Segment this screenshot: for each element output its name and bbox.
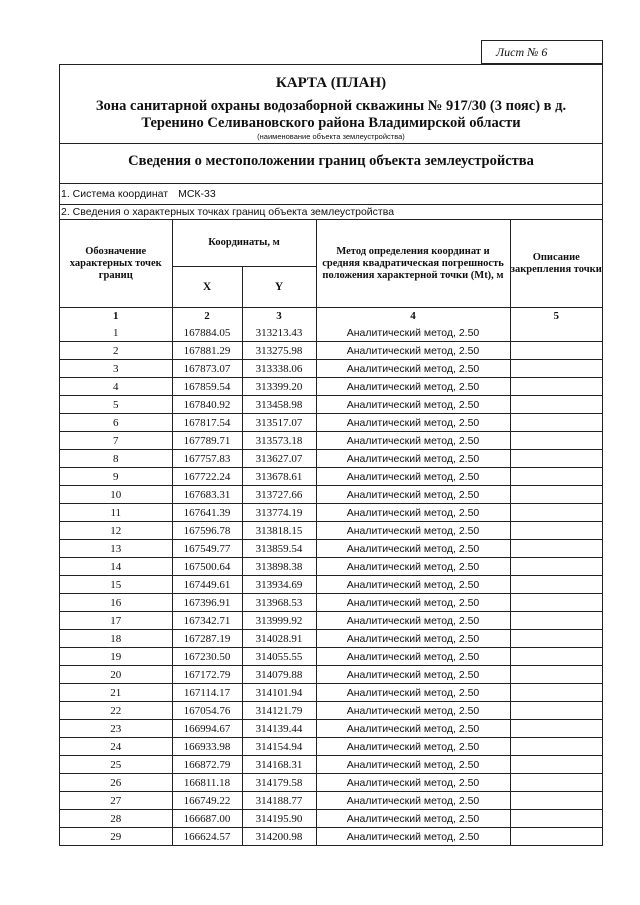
table-row: [60, 774, 602, 792]
y-coordinate-cell: 314139.44: [242, 720, 316, 738]
table-row: [60, 576, 602, 594]
method-cell: Аналитический метод, 2.50: [316, 828, 510, 846]
table-row: [60, 540, 602, 558]
method-cell: Аналитический метод, 2.50: [316, 684, 510, 702]
point-number-cell: 4: [60, 378, 172, 396]
point-number-cell: 17: [60, 612, 172, 630]
y-coordinate-cell: 313275.98: [242, 342, 316, 360]
y-coordinate-cell: 313774.19: [242, 504, 316, 522]
y-coordinate-cell: 313818.15: [242, 522, 316, 540]
column-number: 1: [60, 308, 172, 325]
x-coordinate-cell: 167396.91: [172, 594, 242, 612]
object-name-line-1: Зона санитарной охраны водозаборной скважины № 917/30 (3 пояс) в д.: [95, 98, 567, 114]
method-cell: Аналитический метод, 2.50: [316, 648, 510, 666]
description-cell: [510, 522, 602, 540]
x-coordinate-cell: 167500.64: [172, 558, 242, 576]
description-cell: [510, 414, 602, 432]
point-number-cell: 15: [60, 576, 172, 594]
y-coordinate-cell: 313573.18: [242, 432, 316, 450]
y-coordinate-cell: 314079.88: [242, 666, 316, 684]
coordinate-system-line: [60, 184, 602, 205]
x-coordinate-cell: 167342.71: [172, 612, 242, 630]
method-cell: Аналитический метод, 2.50: [316, 630, 510, 648]
method-cell: Аналитический метод, 2.50: [316, 594, 510, 612]
y-coordinate-cell: 314195.90: [242, 810, 316, 828]
x-coordinate-cell: 167789.71: [172, 432, 242, 450]
method-cell: Аналитический метод, 2.50: [316, 414, 510, 432]
description-cell: [510, 612, 602, 630]
description-cell: [510, 774, 602, 792]
table-row: [60, 414, 602, 432]
points-table: [60, 220, 602, 845]
method-cell: Аналитический метод, 2.50: [316, 774, 510, 792]
x-coordinate-cell: 167114.17: [172, 684, 242, 702]
y-coordinate-cell: 313338.06: [242, 360, 316, 378]
description-cell: [510, 396, 602, 414]
description-cell: [510, 720, 602, 738]
point-number-cell: 3: [60, 360, 172, 378]
y-coordinate-cell: 313399.20: [242, 378, 316, 396]
header-point: Обозначение характерных точек границ: [60, 220, 172, 308]
y-coordinate-cell: 314168.31: [242, 756, 316, 774]
points-table-body: [60, 324, 602, 845]
method-cell: Аналитический метод, 2.50: [316, 540, 510, 558]
table-row: [60, 396, 602, 414]
y-coordinate-cell: 314179.58: [242, 774, 316, 792]
x-coordinate-cell: 167722.24: [172, 468, 242, 486]
description-cell: [510, 828, 602, 846]
y-coordinate-cell: 313213.43: [242, 324, 316, 342]
x-coordinate-cell: 167641.39: [172, 504, 242, 522]
y-coordinate-cell: 313898.38: [242, 558, 316, 576]
table-row: [60, 558, 602, 576]
y-coordinate-cell: 313999.92: [242, 612, 316, 630]
point-number-cell: 25: [60, 756, 172, 774]
x-coordinate-cell: 167873.07: [172, 360, 242, 378]
x-coordinate-cell: 166933.98: [172, 738, 242, 756]
description-cell: [510, 702, 602, 720]
coordinate-system-value: МСК-33: [178, 188, 216, 200]
table-row: [60, 594, 602, 612]
table-row: [60, 504, 602, 522]
table-row: [60, 792, 602, 810]
table-row: [60, 756, 602, 774]
header-x: X: [172, 267, 242, 308]
description-cell: [510, 486, 602, 504]
method-cell: Аналитический метод, 2.50: [316, 504, 510, 522]
header-description: Описание закрепления точки: [510, 220, 602, 308]
point-number-cell: 2: [60, 342, 172, 360]
description-cell: [510, 630, 602, 648]
description-cell: [510, 342, 602, 360]
point-number-cell: 7: [60, 432, 172, 450]
points-heading: 2. Сведения о характерных точках границ объекта землеустройства: [60, 205, 602, 220]
description-cell: [510, 504, 602, 522]
y-coordinate-cell: 313968.53: [242, 594, 316, 612]
object-name-line-2: Теренино Селивановского района Владимирской области: [141, 115, 521, 131]
document-header: [60, 65, 602, 144]
table-row: [60, 666, 602, 684]
x-coordinate-cell: 167859.54: [172, 378, 242, 396]
y-coordinate-cell: 314154.94: [242, 738, 316, 756]
method-cell: Аналитический метод, 2.50: [316, 666, 510, 684]
point-number-cell: 16: [60, 594, 172, 612]
method-cell: Аналитический метод, 2.50: [316, 720, 510, 738]
table-row: [60, 378, 602, 396]
table-row: [60, 720, 602, 738]
sheet-number: Лист № 6: [481, 40, 603, 64]
description-cell: [510, 558, 602, 576]
description-cell: [510, 576, 602, 594]
point-number-cell: 18: [60, 630, 172, 648]
point-number-cell: 19: [60, 648, 172, 666]
x-coordinate-cell: 167449.61: [172, 576, 242, 594]
table-row: [60, 810, 602, 828]
point-number-cell: 5: [60, 396, 172, 414]
document-frame: [59, 64, 603, 846]
description-cell: [510, 666, 602, 684]
y-coordinate-cell: 314055.55: [242, 648, 316, 666]
y-coordinate-cell: 313458.98: [242, 396, 316, 414]
method-cell: Аналитический метод, 2.50: [316, 360, 510, 378]
description-cell: [510, 594, 602, 612]
point-number-cell: 14: [60, 558, 172, 576]
description-cell: [510, 684, 602, 702]
table-row: [60, 450, 602, 468]
method-cell: Аналитический метод, 2.50: [316, 558, 510, 576]
description-cell: [510, 378, 602, 396]
x-coordinate-cell: 166749.22: [172, 792, 242, 810]
document-title: КАРТА (ПЛАН): [275, 75, 387, 91]
method-cell: Аналитический метод, 2.50: [316, 810, 510, 828]
description-cell: [510, 324, 602, 342]
method-cell: Аналитический метод, 2.50: [316, 378, 510, 396]
point-number-cell: 23: [60, 720, 172, 738]
y-coordinate-cell: 313859.54: [242, 540, 316, 558]
point-number-cell: 13: [60, 540, 172, 558]
point-number-cell: 20: [60, 666, 172, 684]
method-cell: Аналитический метод, 2.50: [316, 756, 510, 774]
description-cell: [510, 648, 602, 666]
header-y: Y: [242, 267, 316, 308]
x-coordinate-cell: 167817.54: [172, 414, 242, 432]
description-cell: [510, 756, 602, 774]
coordinate-system-label: 1. Система координат: [61, 188, 169, 200]
table-row: [60, 522, 602, 540]
x-coordinate-cell: 167549.77: [172, 540, 242, 558]
point-number-cell: 12: [60, 522, 172, 540]
header-method: Метод определения координат и средняя квадратическая погрешность положения характерной точки (Mt), м: [316, 220, 510, 308]
point-number-cell: 9: [60, 468, 172, 486]
table-row: [60, 324, 602, 342]
method-cell: Аналитический метод, 2.50: [316, 792, 510, 810]
x-coordinate-cell: 166687.00: [172, 810, 242, 828]
point-number-cell: 24: [60, 738, 172, 756]
section-title: Сведения о местоположении границ объекта землеустройства: [60, 144, 602, 184]
description-cell: [510, 810, 602, 828]
x-coordinate-cell: 167884.05: [172, 324, 242, 342]
table-row: [60, 684, 602, 702]
table-row: [60, 360, 602, 378]
description-cell: [510, 738, 602, 756]
table-row: [60, 432, 602, 450]
point-number-cell: 6: [60, 414, 172, 432]
object-name: [60, 98, 602, 132]
column-number: 4: [316, 308, 510, 325]
column-number: 3: [242, 308, 316, 325]
x-coordinate-cell: 167287.19: [172, 630, 242, 648]
table-row: [60, 648, 602, 666]
x-coordinate-cell: 166811.18: [172, 774, 242, 792]
method-cell: Аналитический метод, 2.50: [316, 432, 510, 450]
point-number-cell: 26: [60, 774, 172, 792]
point-number-cell: 21: [60, 684, 172, 702]
method-cell: Аналитический метод, 2.50: [316, 324, 510, 342]
y-coordinate-cell: 313727.66: [242, 486, 316, 504]
x-coordinate-cell: 167683.31: [172, 486, 242, 504]
method-cell: Аналитический метод, 2.50: [316, 396, 510, 414]
method-cell: Аналитический метод, 2.50: [316, 486, 510, 504]
description-cell: [510, 360, 602, 378]
method-cell: Аналитический метод, 2.50: [316, 738, 510, 756]
method-cell: Аналитический метод, 2.50: [316, 450, 510, 468]
header-coordinates: Координаты, м: [172, 220, 316, 267]
description-cell: [510, 792, 602, 810]
description-cell: [510, 450, 602, 468]
point-number-cell: 29: [60, 828, 172, 846]
y-coordinate-cell: 313627.07: [242, 450, 316, 468]
method-cell: Аналитический метод, 2.50: [316, 468, 510, 486]
point-number-cell: 28: [60, 810, 172, 828]
x-coordinate-cell: 166624.57: [172, 828, 242, 846]
point-number-cell: 8: [60, 450, 172, 468]
x-coordinate-cell: 167881.29: [172, 342, 242, 360]
point-number-cell: 27: [60, 792, 172, 810]
method-cell: Аналитический метод, 2.50: [316, 522, 510, 540]
x-coordinate-cell: 167596.78: [172, 522, 242, 540]
point-number-cell: 10: [60, 486, 172, 504]
description-cell: [510, 432, 602, 450]
x-coordinate-cell: 167172.79: [172, 666, 242, 684]
column-number: 2: [172, 308, 242, 325]
table-row: [60, 486, 602, 504]
object-name-caption: (наименование объекта землеустройства): [257, 132, 405, 141]
description-cell: [510, 468, 602, 486]
y-coordinate-cell: 313934.69: [242, 576, 316, 594]
x-coordinate-cell: 167230.50: [172, 648, 242, 666]
table-row: [60, 342, 602, 360]
method-cell: Аналитический метод, 2.50: [316, 576, 510, 594]
table-row: [60, 630, 602, 648]
x-coordinate-cell: 166872.79: [172, 756, 242, 774]
point-number-cell: 22: [60, 702, 172, 720]
y-coordinate-cell: 313678.61: [242, 468, 316, 486]
y-coordinate-cell: 314188.77: [242, 792, 316, 810]
point-number-cell: 11: [60, 504, 172, 522]
y-coordinate-cell: 314200.98: [242, 828, 316, 846]
y-coordinate-cell: 314101.94: [242, 684, 316, 702]
x-coordinate-cell: 167757.83: [172, 450, 242, 468]
x-coordinate-cell: 167054.76: [172, 702, 242, 720]
table-row: [60, 612, 602, 630]
y-coordinate-cell: 314121.79: [242, 702, 316, 720]
y-coordinate-cell: 313517.07: [242, 414, 316, 432]
table-row: [60, 828, 602, 846]
y-coordinate-cell: 314028.91: [242, 630, 316, 648]
table-row: [60, 702, 602, 720]
method-cell: Аналитический метод, 2.50: [316, 612, 510, 630]
x-coordinate-cell: 166994.67: [172, 720, 242, 738]
x-coordinate-cell: 167840.92: [172, 396, 242, 414]
column-number: 5: [510, 308, 602, 325]
table-row: [60, 468, 602, 486]
method-cell: Аналитический метод, 2.50: [316, 342, 510, 360]
point-number-cell: 1: [60, 324, 172, 342]
method-cell: Аналитический метод, 2.50: [316, 702, 510, 720]
table-row: [60, 738, 602, 756]
description-cell: [510, 540, 602, 558]
